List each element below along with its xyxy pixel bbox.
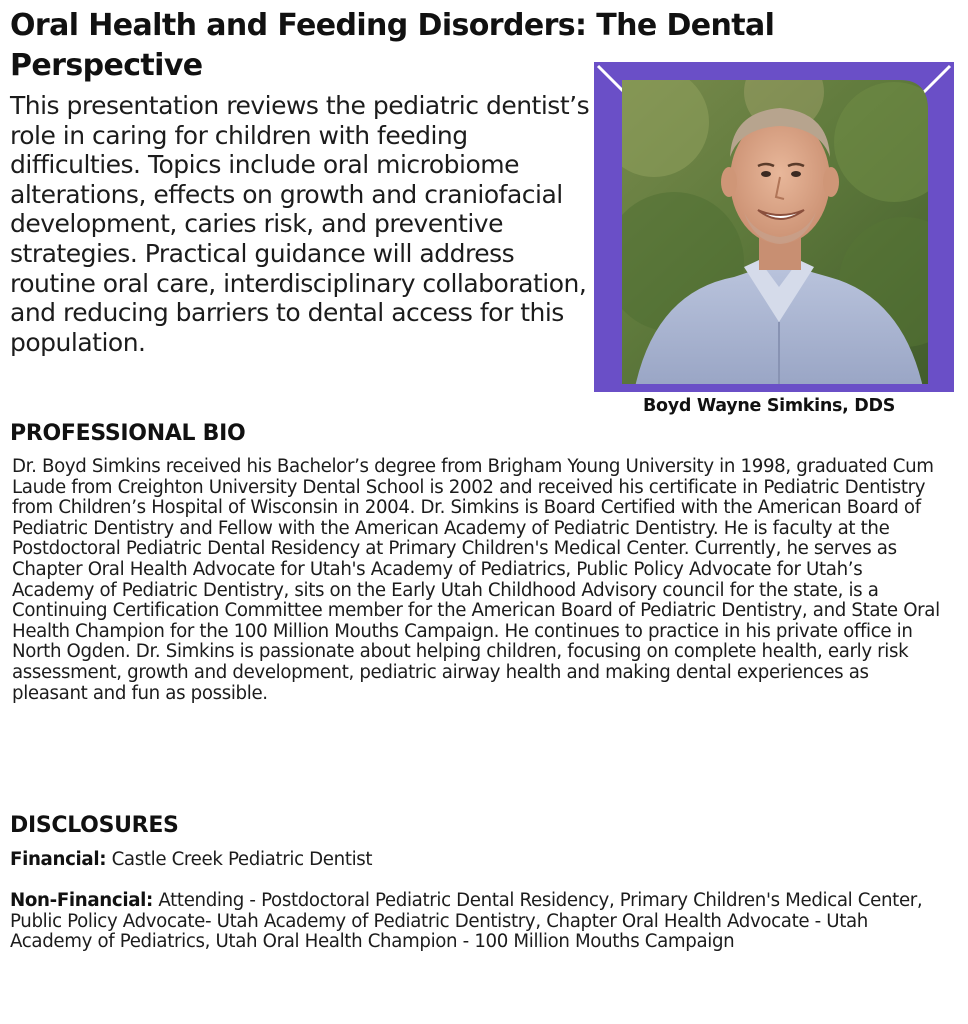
nonfinancial-disclosure xyxy=(10,891,930,953)
disclosures-heading: DISCLOSURES xyxy=(10,813,179,838)
financial-disclosure xyxy=(10,850,930,871)
bio-text: Dr. Boyd Simkins received his Bachelor’s degree from Brigham Young University in 1998, graduated Cum Laude from Creighton University Dental School is 2002 and received his certificate in Pediatric Dentistry from Children’s Hospital of Wisconsin in 2004. Dr. Simkins is Board Certified with the American Board of Pediatric Dentistry and Fellow with the American Academy of Pediatric Dentistry. He is faculty at the Postdoctoral Pediatric Dental Residency at Primary Children's Medical Center. Currently, he serves as Chapter Oral Health Advocate for Utah's Academy of Pediatrics, Public Policy Advocate for Utah’s Academy of Pediatric Dentistry, sits on the Early Utah Childhood Advisory council for the state, is a Continuing Certification Committee member for the American Board of Pediatric Dentistry, and State Oral Health Champion for the 100 Million Mouths Campaign. He continues to practice in his private office in North Ogden. Dr. Simkins is passionate about helping children, focusing on complete health, early risk assessment, growth and development, pediatric airway health and making dental experiences as pleasant and fun as possible. xyxy=(12,456,940,704)
presentation-description: This presentation reviews the pediatric dentist’s role in caring for children with feeding difficulties. Topics include oral microbiome alterations, effects on growth and craniofacial development, caries risk, and preventive strategies. Practical guidance will address routine oral care, interdisciplinary collaboration, and reducing barriers to dental access for this population. xyxy=(10,91,590,357)
page-title: Oral Health and Feeding Disorders: The Dental Perspective xyxy=(10,8,775,83)
financial-value: Castle Creek Pediatric Dentist xyxy=(111,849,373,870)
financial-label: Financial: xyxy=(10,849,107,870)
speaker-photo xyxy=(594,62,954,392)
nonfinancial-value: Attending - Postdoctoral Pediatric Dental Residency, Primary Children's Medical Center, Public Policy Advocate- Utah Academy of Pediatric Dentistry, Chapter Oral Health Advocate - Utah Academy of Pediatrics, Utah Oral Health Champion - 100 Million Mouths Campaign xyxy=(10,890,923,953)
speaker-name: Boyd Wayne Simkins, DDS xyxy=(642,396,895,416)
nonfinancial-label: Non-Financial: xyxy=(10,890,153,911)
speaker-photo-frame xyxy=(594,62,954,392)
bio-heading: PROFESSIONAL BIO xyxy=(10,421,246,446)
